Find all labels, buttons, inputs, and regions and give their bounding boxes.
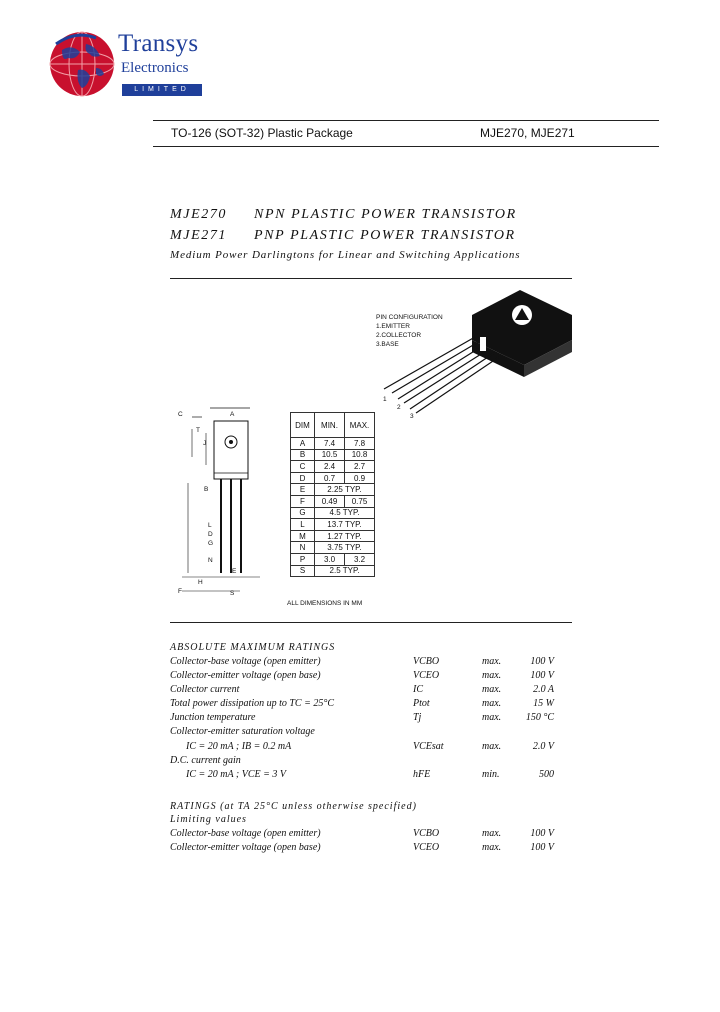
table-row [291, 542, 375, 554]
pin-config-item: 1.EMITTER [376, 323, 410, 330]
title-desc-2: PNP PLASTIC POWER TRANSISTOR [254, 228, 516, 243]
dim-cell: S [291, 565, 315, 577]
value: 100 V [530, 656, 554, 667]
rating-row [170, 656, 570, 670]
pin-config-item: 3.BASE [376, 341, 399, 348]
dim-label-t: T [196, 427, 200, 434]
value: 100 V [530, 828, 554, 839]
table-row [291, 530, 375, 542]
dim-label-e: E [232, 568, 237, 575]
dim-label-f: F [178, 588, 182, 595]
value: 100 V [530, 842, 554, 853]
value: 100 V [530, 670, 554, 681]
title-rule [170, 278, 572, 279]
dim-cell: M [291, 530, 315, 542]
param: D.C. current gain [170, 755, 241, 766]
rating-row [170, 828, 570, 842]
dim-cell: F [291, 495, 315, 507]
dim-cell: P [291, 553, 315, 565]
min-cell: 3.0 [315, 553, 345, 565]
outline-dimension-drawing [170, 405, 285, 605]
limit: max. [482, 670, 502, 681]
value: 150 °C [525, 712, 554, 723]
symbol: VCEO [413, 670, 440, 681]
rating-row [170, 741, 570, 755]
dim-label-j: J [203, 440, 207, 447]
globe-logo-icon [48, 30, 116, 98]
table-header: MIN. [315, 413, 345, 438]
typ-cell: 2.5 TYP. [315, 565, 375, 577]
rating-row [170, 726, 570, 740]
title-part-1: MJE270 [170, 207, 228, 222]
symbol: VCBO [413, 656, 440, 667]
max-cell: 10.8 [345, 449, 375, 461]
min-cell: 0.7 [315, 472, 345, 484]
limit: min. [482, 769, 500, 780]
brand-subname: Electronics [121, 60, 189, 76]
title-part-2: MJE271 [170, 228, 228, 243]
dim-label-b: B [204, 486, 209, 493]
symbol: IC [413, 684, 423, 695]
value: 2.0 V [532, 741, 554, 752]
max-cell: 2.7 [345, 461, 375, 473]
param: IC = 20 mA ; VCE = 3 V [186, 769, 286, 780]
pin-number-2: 2 [397, 404, 401, 411]
typ-cell: 13.7 TYP. [315, 519, 375, 531]
table-row [291, 461, 375, 473]
symbol: hFE [413, 769, 431, 780]
dim-cell: L [291, 519, 315, 531]
table-header: MAX. [345, 413, 375, 438]
table-row [291, 438, 375, 450]
dim-cell: N [291, 542, 315, 554]
limit: max. [482, 828, 502, 839]
dim-cell: A [291, 438, 315, 450]
rating-row [170, 684, 570, 698]
pin-config-item: 2.COLLECTOR [376, 332, 422, 339]
dim-cell: C [291, 461, 315, 473]
rating-row [170, 698, 570, 712]
dim-label-c: C [178, 411, 183, 418]
table-row [291, 495, 375, 507]
table-row [291, 565, 375, 577]
dimensions-note: ALL DIMENSIONS IN MM [287, 600, 363, 607]
limit: max. [482, 656, 502, 667]
param: Collector-emitter saturation voltage [170, 726, 315, 737]
typ-cell: 1.27 TYP. [315, 530, 375, 542]
part-numbers: MJE270, MJE271 [480, 126, 575, 140]
param: Total power dissipation up to TC = 25°C [170, 698, 335, 709]
header-rule-bottom [153, 146, 659, 147]
package-heading: TO-126 (SOT-32) Plastic Package [171, 126, 353, 140]
dim-label-d: D [208, 531, 213, 538]
param: Junction temperature [170, 712, 256, 723]
max-cell: 0.9 [345, 472, 375, 484]
dim-cell: G [291, 507, 315, 519]
dim-cell: D [291, 472, 315, 484]
typ-cell: 4.5 TYP. [315, 507, 375, 519]
table-row [291, 484, 375, 496]
param: Collector current [170, 684, 240, 695]
param: IC = 20 mA ; IB = 0.2 mA [186, 741, 292, 752]
brand-name: Transys [118, 30, 199, 57]
table-header: DIM [291, 413, 315, 438]
param: Collector-emitter voltage (open base) [170, 670, 321, 681]
table-row [291, 519, 375, 531]
value: 15 W [533, 698, 554, 709]
value: 500 [539, 769, 554, 780]
abs-max-heading: ABSOLUTE MAXIMUM RATINGS [170, 642, 336, 653]
rating-row [170, 670, 570, 684]
ratings-rule [170, 622, 572, 623]
limit: max. [482, 741, 502, 752]
typ-cell: 3.75 TYP. [315, 542, 375, 554]
table-row [291, 507, 375, 519]
brand-limited: LIMITED [122, 84, 202, 96]
limiting-values: Limiting values [170, 814, 247, 825]
dim-label-l: L [208, 522, 212, 529]
value: 2.0 A [533, 684, 554, 695]
symbol: VCEO [413, 842, 440, 853]
transistor-package-drawing [372, 285, 577, 425]
symbol: VCBO [413, 828, 440, 839]
rating-row [170, 755, 570, 769]
pin-number-3: 3 [410, 413, 414, 420]
dim-label-s: S [230, 590, 235, 597]
symbol: Ptot [413, 698, 430, 709]
table-row [291, 553, 375, 565]
rating-row [170, 769, 570, 783]
table-row [291, 449, 375, 461]
symbol: VCEsat [413, 741, 444, 752]
dim-label-g: G [208, 540, 214, 547]
param: Collector-base voltage (open emitter) [170, 828, 321, 839]
limit: max. [482, 842, 502, 853]
dim-cell: E [291, 484, 315, 496]
symbol: Tj [413, 712, 422, 723]
limit: max. [482, 684, 502, 695]
min-cell: 7.4 [315, 438, 345, 450]
max-cell: 0.75 [345, 495, 375, 507]
dim-label-n: N [208, 557, 213, 564]
pin-number-1: 1 [383, 396, 387, 403]
dim-cell: B [291, 449, 315, 461]
dimensions-table [290, 412, 375, 577]
limit: max. [482, 712, 502, 723]
header-rule [153, 120, 659, 121]
limit: max. [482, 698, 502, 709]
ratings-heading: RATINGS (at TA 25°C unless otherwise specified) [170, 801, 417, 812]
dim-label-a: A [230, 411, 235, 418]
min-cell: 0.49 [315, 495, 345, 507]
param: Collector-emitter voltage (open base) [170, 842, 321, 853]
max-cell: 7.8 [345, 438, 375, 450]
pin-config-heading: PIN CONFIGURATION [376, 314, 443, 321]
min-cell: 10.5 [315, 449, 345, 461]
table-header-row [291, 413, 375, 438]
min-cell: 2.4 [315, 461, 345, 473]
param: Collector-base voltage (open emitter) [170, 656, 321, 667]
rating-row [170, 842, 570, 856]
rating-row [170, 712, 570, 726]
subtitle: Medium Power Darlingtons for Linear and Switching Applications [170, 249, 521, 261]
table-row [291, 472, 375, 484]
dim-label-h: H [198, 579, 203, 586]
title-desc-1: NPN PLASTIC POWER TRANSISTOR [254, 207, 517, 222]
typ-cell: 2.25 TYP. [315, 484, 375, 496]
max-cell: 3.2 [345, 553, 375, 565]
